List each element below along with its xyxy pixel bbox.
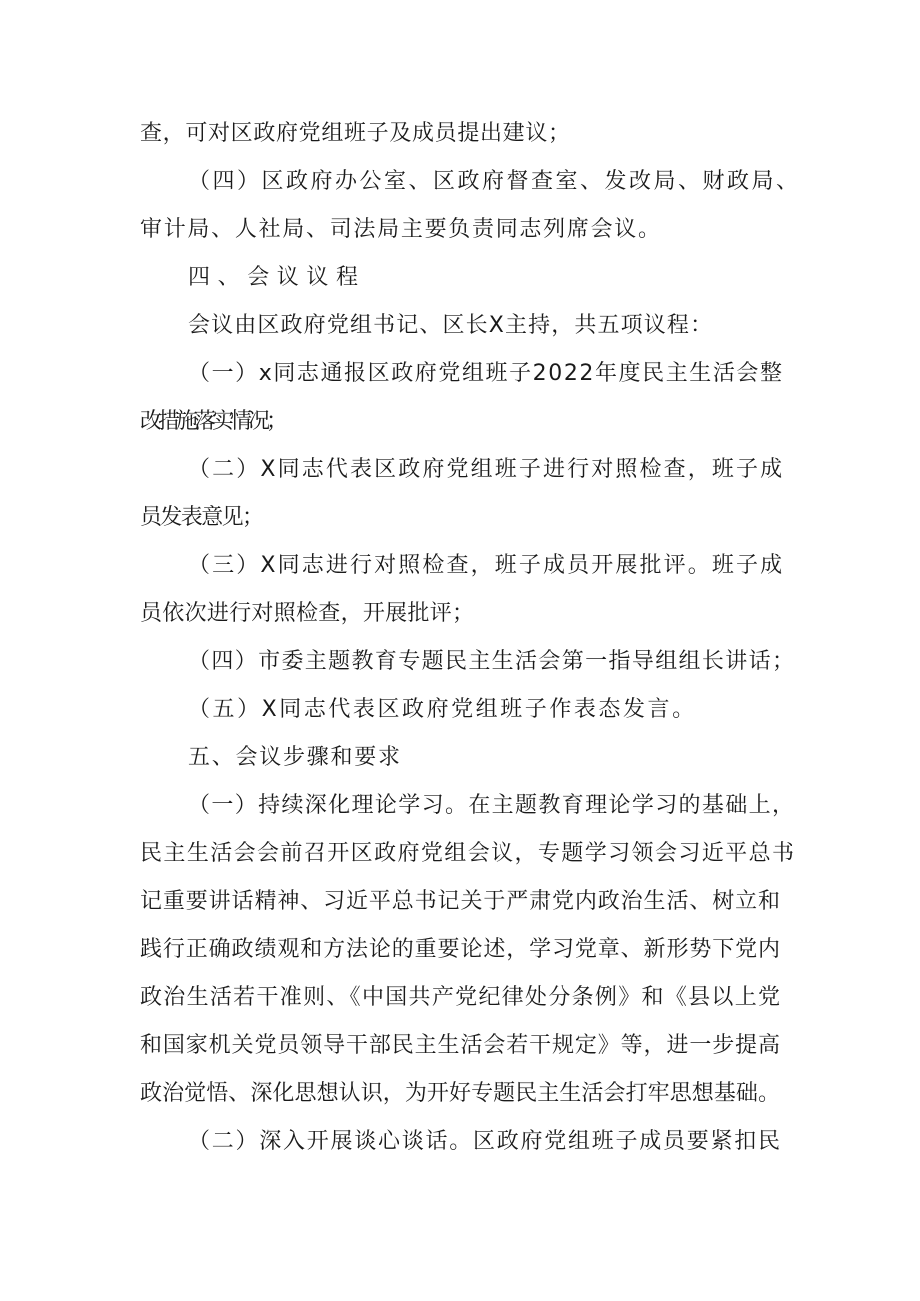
text-line: （一）持续深化理论学习。在主题教育理论学习的基础上，	[188, 793, 796, 818]
text-line: （四）市委主题教育专题民主生活会第一指导组组长讲话；	[188, 649, 796, 674]
text-line: （二）深入开展谈心谈话。区政府党组班子成员要紧扣民	[188, 1129, 782, 1154]
text-line: 审计局、人社局、司法局主要负责同志列席会议。	[140, 217, 662, 242]
text-line: 会议由区政府党组书记、区长X主持，共五项议程：	[188, 313, 714, 338]
text-line: 民主生活会会前召开区政府党组会议，专题学习领会习近平总书	[140, 841, 796, 866]
text-line: 改措施落实情况；	[140, 409, 285, 434]
text-line: （五）X同志代表区政府党组班子作表态发言。	[188, 697, 697, 722]
text-line: 和国家机关党员领导干部民主生活会若干规定》等，进一步提高	[140, 1033, 781, 1058]
text-line: （二）X同志代表区政府党组班子进行对照检查，班子成	[188, 457, 785, 482]
text-line: 记重要讲话精神、习近平总书记关于严肃党内政治生活、树立和	[140, 889, 781, 914]
text-line: 员发表意见；	[140, 505, 263, 530]
text-line: 践行正确政绩观和方法论的重要论述，学习党章、新形势下党内	[140, 937, 781, 962]
text-line: 查，可对区政府党组班子及成员提出建议；	[140, 121, 571, 146]
text-line: 政治生活若干准则、《中国共产党纪律处分条例》和《县以上党	[140, 985, 782, 1010]
text-line: 政治觉悟、深化思想认识，为开好专题民主生活会打牢思想基础。	[140, 1081, 781, 1106]
text-line: （三）X同志进行对照检查，班子成员开展批评。班子成	[188, 553, 785, 578]
section-heading: 五、会议步骤和要求	[188, 745, 402, 770]
text-line: 员依次进行对照检查，开展批评；	[140, 601, 475, 626]
section-heading: 四、会议议程	[188, 265, 366, 290]
text-line: （一）x同志通报区政府党组班子2022年度民主生活会整	[188, 361, 784, 386]
text-line: （四）区政府办公室、区政府督查室、发改局、财政局、	[188, 169, 801, 194]
